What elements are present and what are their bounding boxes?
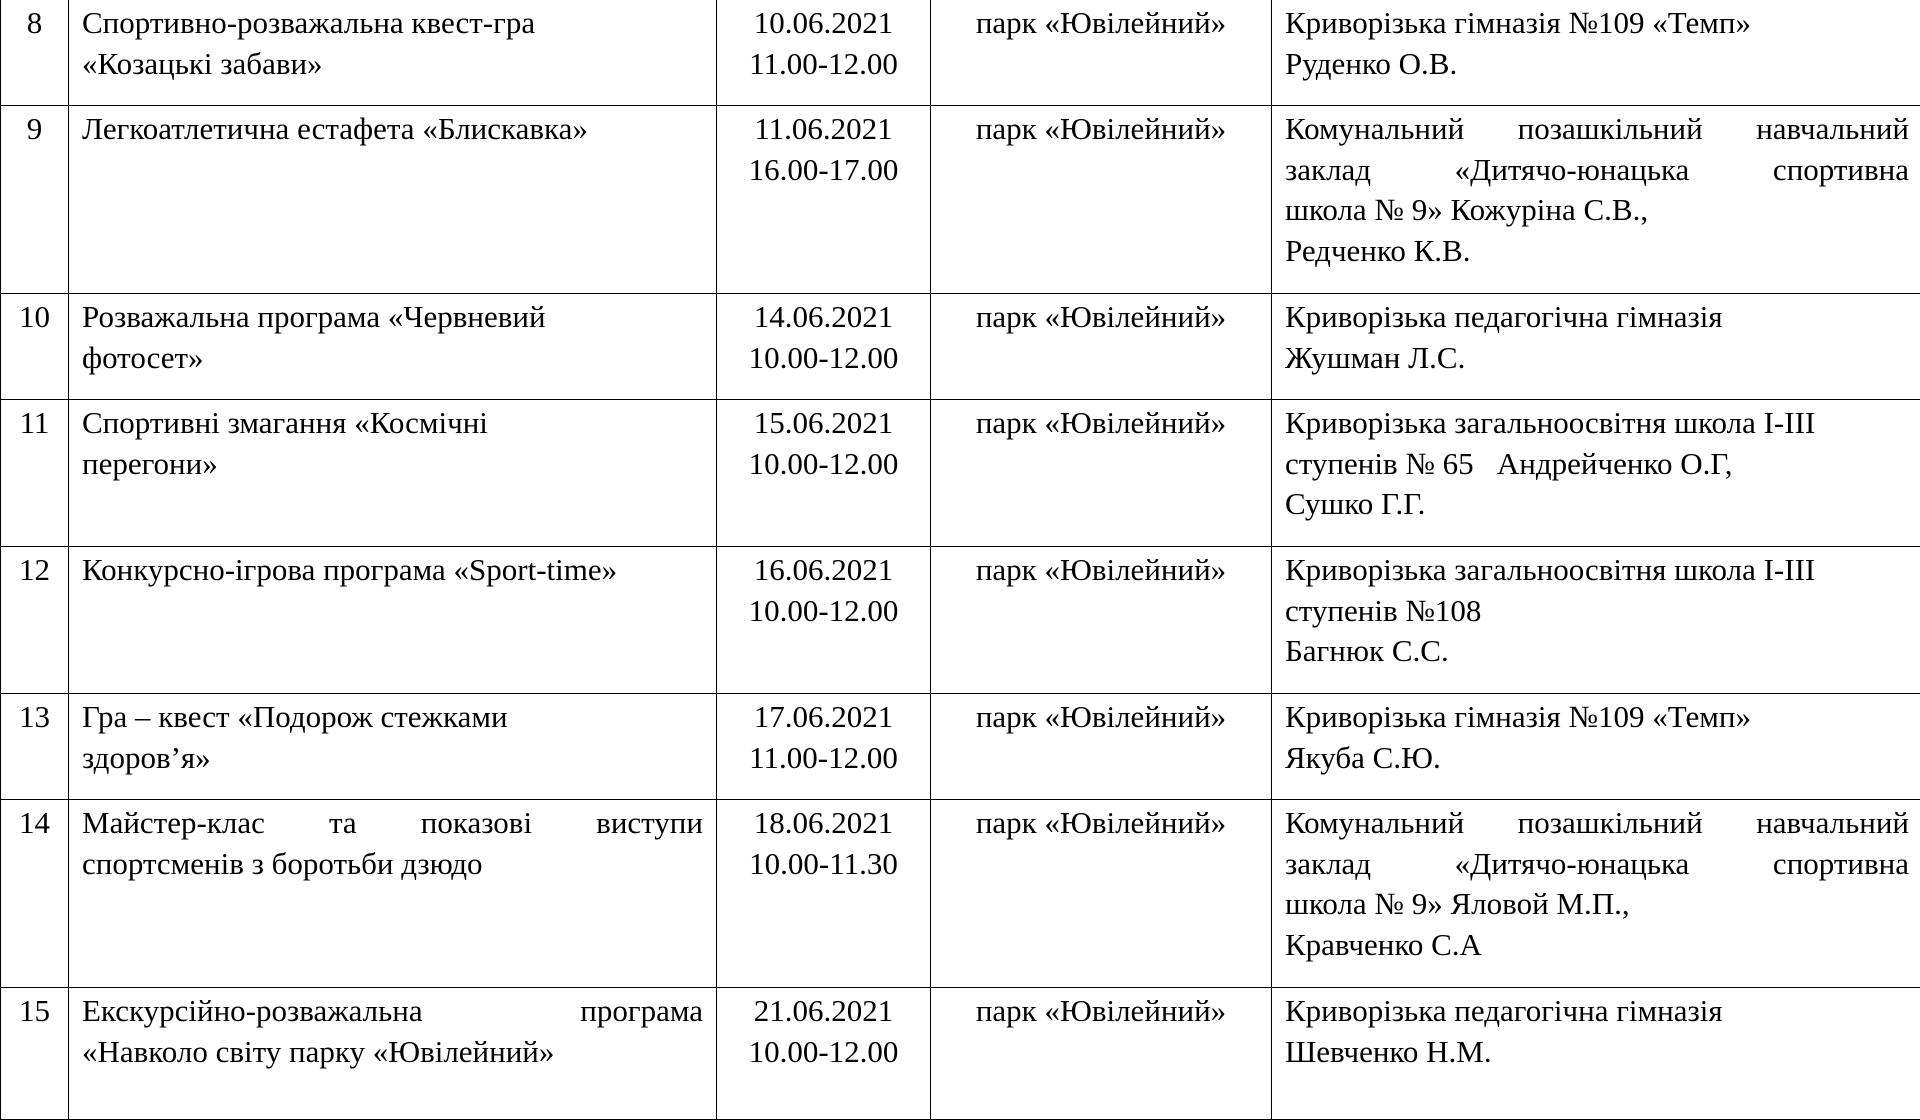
date-time-cell <box>717 294 931 400</box>
event-name-cell <box>69 0 717 106</box>
organizer-line: Криворізька гімназія №109 «Темп» <box>1285 5 1751 40</box>
event-time: 10.00-12.00 <box>748 1033 899 1069</box>
row-number: 8 <box>26 5 43 40</box>
event-name-line: перегони» <box>82 445 218 481</box>
events-table-body <box>1 0 1920 1120</box>
event-place: парк «Ювілейний» <box>975 405 1227 440</box>
event-date: 21.06.2021 <box>753 993 894 1028</box>
event-place: парк «Ювілейний» <box>975 5 1227 40</box>
organizer-line: заклад «Дитячо-юнацька спортивна <box>1285 151 1909 187</box>
organizer-line: ступенів №108 <box>1285 592 1482 628</box>
event-name-line: Гра – квест «Подорож стежками <box>82 699 508 734</box>
organizer-line: Жушман Л.С. <box>1285 339 1466 375</box>
date-time-cell <box>717 800 931 988</box>
row-number: 11 <box>19 405 50 440</box>
organizer-line: ступенів № 65 Андрейченко О.Г, <box>1285 445 1733 481</box>
organizer-line: Комунальний позашкільний навчальний <box>1285 805 1909 840</box>
date-time-cell <box>717 0 931 106</box>
event-date: 15.06.2021 <box>753 405 894 440</box>
place-cell <box>931 294 1272 400</box>
event-date: 17.06.2021 <box>753 699 894 734</box>
event-name-line: «Навколо світу парку «Ювілейний» <box>82 1033 555 1069</box>
organizer-line: Редченко К.В. <box>1285 232 1471 268</box>
table-row <box>1 694 1920 800</box>
row-number-cell <box>1 800 69 988</box>
row-number: 13 <box>19 699 50 734</box>
event-name-cell <box>69 106 717 294</box>
event-place: парк «Ювілейний» <box>975 699 1227 734</box>
event-place: парк «Ювілейний» <box>975 111 1227 146</box>
event-time: 10.00-12.00 <box>748 592 899 628</box>
row-number-cell <box>1 547 69 694</box>
organizer-line: Комунальний позашкільний навчальний <box>1285 111 1909 146</box>
event-date: 14.06.2021 <box>753 299 894 334</box>
organizer-line: Криворізька загальноосвітня школа І-ІІІ <box>1285 552 1816 587</box>
event-place: парк «Ювілейний» <box>975 993 1227 1028</box>
organizer-cell <box>1272 106 1920 294</box>
row-number: 9 <box>26 111 43 146</box>
organizer-cell <box>1272 694 1920 800</box>
event-name-line: Легкоатлетична естафета «Блискавка» <box>82 111 588 146</box>
table-row <box>1 400 1920 547</box>
event-place: парк «Ювілейний» <box>975 552 1227 587</box>
organizer-cell <box>1272 800 1920 988</box>
event-name-line: Екскурсійно-розважальна програма <box>82 993 703 1028</box>
event-name-cell <box>69 400 717 547</box>
row-number-cell <box>1 106 69 294</box>
event-name-cell <box>69 294 717 400</box>
place-cell <box>931 0 1272 106</box>
organizer-line: Криворізька педагогічна гімназія <box>1285 993 1723 1028</box>
date-time-cell <box>717 694 931 800</box>
table-row <box>1 294 1920 400</box>
event-name-line: «Козацькі забави» <box>82 45 323 81</box>
row-number: 14 <box>19 805 50 840</box>
date-time-cell <box>717 988 931 1120</box>
event-time: 11.00-12.00 <box>749 739 898 775</box>
row-number-cell <box>1 988 69 1120</box>
row-number-cell <box>1 294 69 400</box>
event-name-line: Спортивно-розважальна квест-гра <box>82 5 536 40</box>
organizer-line: заклад «Дитячо-юнацька спортивна <box>1285 845 1909 881</box>
event-name-line: здоров’я» <box>82 739 211 775</box>
table-row <box>1 106 1920 294</box>
row-number: 15 <box>19 993 50 1028</box>
event-date: 10.06.2021 <box>753 5 894 40</box>
organizer-line: Криворізька педагогічна гімназія <box>1285 299 1723 334</box>
event-name-line: Спортивні змагання «Космічні <box>82 405 488 440</box>
place-cell <box>931 800 1272 988</box>
event-name-cell <box>69 547 717 694</box>
date-time-cell <box>717 106 931 294</box>
table-row <box>1 547 1920 694</box>
event-place: парк «Ювілейний» <box>975 805 1227 840</box>
row-number: 10 <box>19 299 50 334</box>
event-name-line: спортсменів з боротьби дзюдо <box>82 845 483 881</box>
place-cell <box>931 400 1272 547</box>
row-number-cell <box>1 0 69 106</box>
organizer-line: Кравченко С.А <box>1285 926 1482 962</box>
table-row <box>1 988 1920 1120</box>
place-cell <box>931 106 1272 294</box>
organizer-line: школа № 9» Яловой М.П., <box>1285 886 1630 921</box>
organizer-cell <box>1272 988 1920 1120</box>
organizer-line: Якуба С.Ю. <box>1285 739 1441 775</box>
event-name-cell <box>69 988 717 1120</box>
organizer-line: Сушко Г.Г. <box>1285 486 1426 521</box>
table-row <box>1 800 1920 988</box>
event-name-cell <box>69 694 717 800</box>
table-row <box>1 0 1920 106</box>
event-time: 10.00-12.00 <box>748 339 899 375</box>
row-number: 12 <box>19 552 50 587</box>
organizer-line: школа № 9» Кожуріна С.В., <box>1285 192 1649 227</box>
organizer-line: Шевченко Н.М. <box>1285 1033 1492 1069</box>
row-number-cell <box>1 400 69 547</box>
organizer-cell <box>1272 294 1920 400</box>
event-name-line: Конкурсно-ігрова програма «Sport-time» <box>82 552 618 587</box>
date-time-cell <box>717 400 931 547</box>
organizer-cell <box>1272 547 1920 694</box>
event-name-line: фотосет» <box>82 339 204 375</box>
event-time: 11.00-12.00 <box>749 45 898 81</box>
event-date: 16.06.2021 <box>753 552 894 587</box>
event-time: 10.00-12.00 <box>748 445 899 481</box>
organizer-cell <box>1272 0 1920 106</box>
place-cell <box>931 547 1272 694</box>
event-time: 16.00-17.00 <box>748 151 899 187</box>
event-time: 10.00-11.30 <box>749 845 898 881</box>
event-name-line: Розважальна програма «Червневий <box>82 299 546 334</box>
date-time-cell <box>717 547 931 694</box>
row-number-cell <box>1 694 69 800</box>
organizer-line: Багнюк С.С. <box>1285 633 1449 668</box>
event-name-line: Майстер-клас та показові виступи <box>82 805 703 840</box>
event-date: 18.06.2021 <box>753 805 894 840</box>
event-place: парк «Ювілейний» <box>975 299 1227 334</box>
organizer-line: Криворізька загальноосвітня школа І-ІІІ <box>1285 405 1816 440</box>
organizer-cell <box>1272 400 1920 547</box>
place-cell <box>931 694 1272 800</box>
organizer-line: Криворізька гімназія №109 «Темп» <box>1285 699 1751 734</box>
place-cell <box>931 988 1272 1120</box>
event-date: 11.06.2021 <box>754 111 893 146</box>
organizer-line: Руденко О.В. <box>1285 45 1458 81</box>
event-name-cell <box>69 800 717 988</box>
